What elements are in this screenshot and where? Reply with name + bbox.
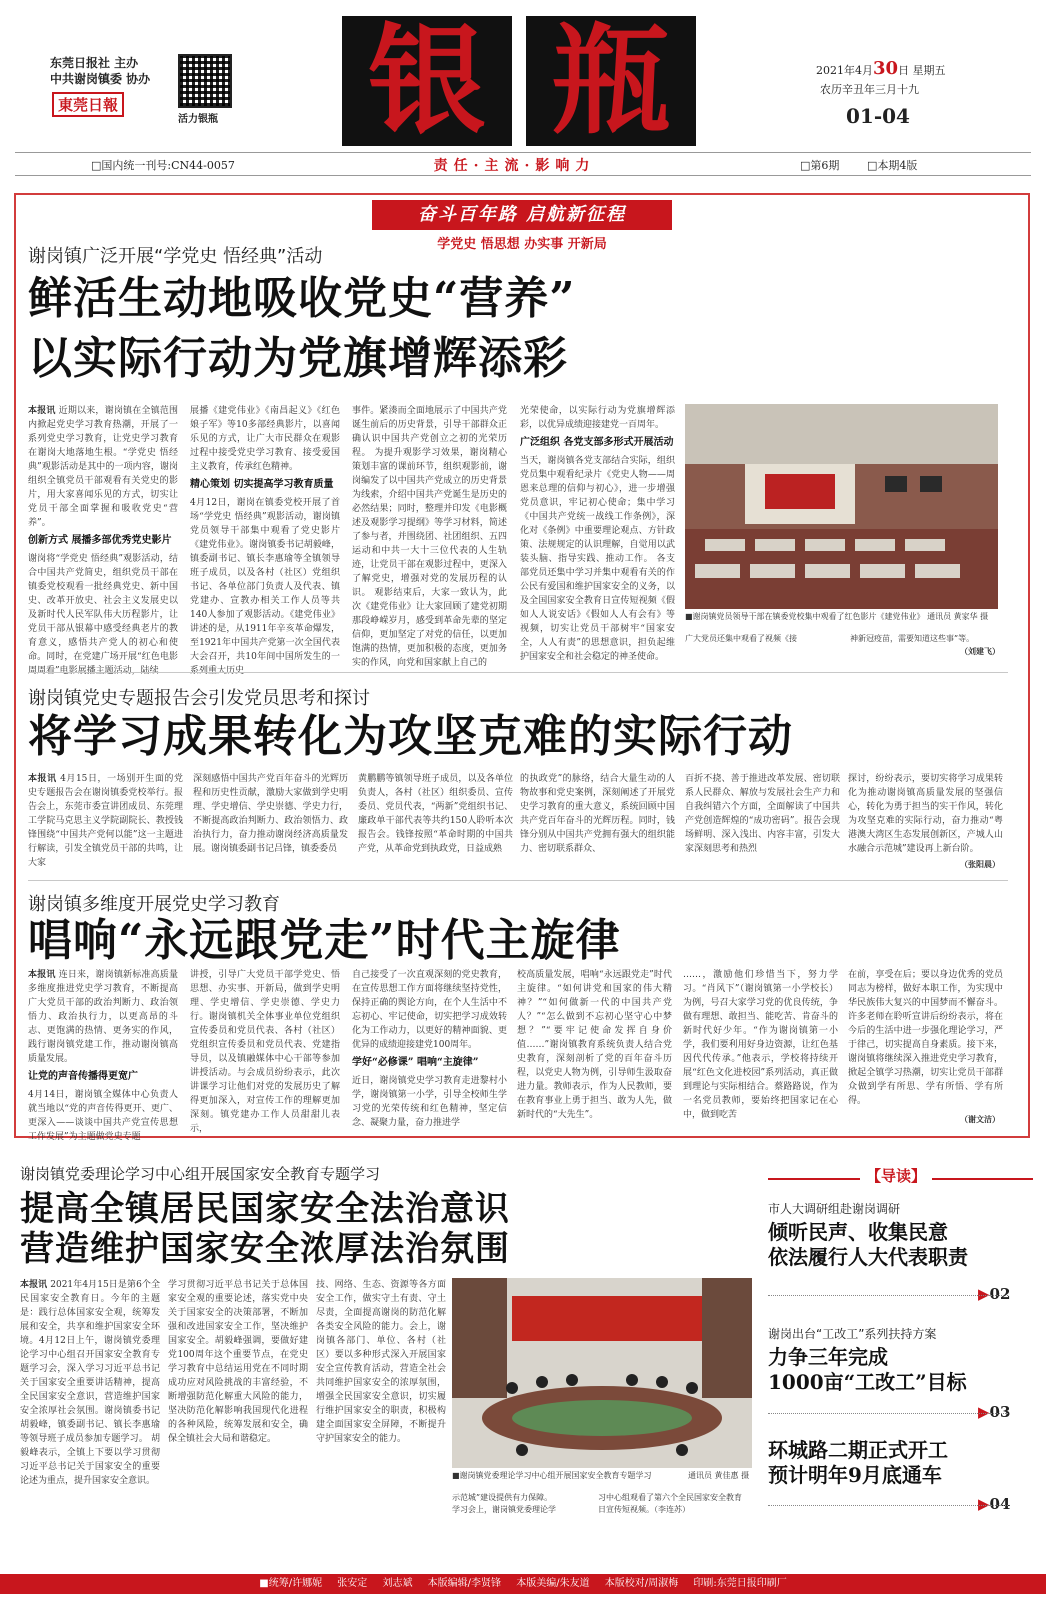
subheading: 精心策划 切实提高学习教育质量 (190, 479, 334, 490)
study-meeting-photo (452, 1278, 752, 1468)
paragraph: 自己接受了一次直观深刻的党史教育，在宣传思想工作方面将继续坚持党性，保持正确的舆论方向，在个人生活中不忘初心、牢记使命，切实把学习成效转化为工作动力，以更好的精神面貌、更优异的成绩迎接建党100周年。 (352, 970, 507, 1050)
paragraph: 观影结束后，大家一致认为，此次《建党伟业》让大家回顾了建党初期那段峥嵘岁月，感受到革命先辈的坚定信仰，更加坚定了对党的信任，以更加饱满的热情，更加积极的态度，更加务实的作风，向党和国家献上自己的 (352, 588, 507, 668)
paragraph: 光荣使命，以实际行动为党旗增辉添彩，以优异成绩迎接建党一百周年。 (520, 406, 675, 430)
paragraph: 2021年4月15日是第6个全民国家安全教育日。今年的主题是：践行总体国家安全观，统筹发展和安全，共享和维护国家安全环境。4月12日上午，谢岗镇党委理论学习中心组召开国家安全教育专题学习会，深入学习习近平总书记关于国家安全重要讲话精神，提高全民国家安全意识，营造维护国家安全浓厚社会氛围。谢岗镇委书记胡毅峰，镇委副书记、镇长李惠瑜等领导班子成员参加专题学习。 (20, 1280, 160, 1444)
article-2-headline: 将学习成果转化为攻坚克难的实际行动 (28, 711, 793, 762)
page-range: 01-04 (846, 104, 910, 128)
article-2-byline: （张阳晨） (960, 859, 1000, 869)
article-1-byline: （刘建飞） (960, 646, 1000, 656)
article-3-column-6: 在前，享受在后；要以身边优秀的党员同志为榜样，做好本职工作，为实现中华民族伟大复兴的中国梦而不懈奋斗。许多老师在聆听宣讲后纷纷表示，将在今后的生活中进一步强化理论学习，严于律己，切实提高自身素质。接下来，谢岗镇将继续深入推进党史学习教育，掀起全镇学习热潮，切实让党员干部群众做到学有所思、学有所悟、学有所得。 (848, 970, 1003, 1106)
pages-count: □本期4版 (867, 159, 918, 172)
paragraph: 谢岗将“学党史 悟经典”观影活动，结合中国共产党简史，组织党员干部在镇委党校观看一批经典党史、新中国史、改革开放史、社会主义发展史以及新时代人民军队伟大历程影片，让党员干部从银幕中感受经典老片的教育意义，感悟共产党人的初心和使命。同时，在党建广场开展“红色电影周周看”电影展播主题活动，陆续 (28, 554, 178, 676)
article-1-column-4 (520, 404, 675, 662)
article-4-kicker: 谢岗镇党委理论学习中心组开展国家安全教育专题学习 (20, 1165, 381, 1183)
subheading: 创新方式 展播多部优秀党史影片 (28, 535, 172, 546)
guide-item-3-line-2[interactable]: 预计明年9月底通车 (768, 1463, 942, 1487)
article-1-headline-2: 以实际行动为党旗增辉添彩 (28, 333, 568, 384)
guide-title: 【导读】 (860, 1165, 932, 1186)
guide-item-1-page[interactable] (978, 1285, 1010, 1303)
credits-footer (0, 1574, 1046, 1594)
article-4-photo-credit: 通讯员 黄佳惠 摄 (688, 1471, 750, 1480)
page-number: 02 (989, 1285, 1011, 1303)
article-2-column-3: 黄鹏鹏等镇领导班子成员，以及各单位负责人，各村（社区）组织委员、宣传委员、党员代表，“两新”党组织书记、廉政单干部代表等共约150人聆听本次报告会。钱锋按照“革命时期的中国共产党，从革命党到执政党，日益成熟 (358, 774, 513, 854)
guide-divider (768, 1413, 1008, 1414)
issn: □国内统一刊号:CN44-0057 (91, 159, 235, 172)
subheading: 广泛组织 各党支部多形式开展活动 (520, 437, 674, 448)
article-3-column-5: ……，激励他们珍惜当下，努力学习。“肖风下”（谢岗镇第一小学校长）为例，号召大家学习党的优良传统，争做有理想、敢担当、能吃苦、肯奋斗的新时代好少年。“作为谢岗镇第一小学，我们要利用好身边资源，让红色基因代代传承。”他表示，学校将持续开展“红色文化进校园”系列活动，真正做到理论与实际相结合。蔡路路说，作为一名党员教师，要始终把国家记在心中，做到吃苦 (683, 970, 838, 1120)
divider (28, 880, 1008, 881)
logo-char-yin: 银 (342, 16, 512, 146)
date-prefix: 2021年4月 (816, 64, 873, 77)
footer-editor-2: 张安定 (337, 1578, 368, 1589)
date-suffix: 日 星期五 (898, 64, 946, 77)
article-2-column-6: 探讨，纷纷表示，要切实将学习成果转化为推动谢岗镇高质量发展的坚强信心，转化为勇于担当的实干作风，转化为攻坚克难的实际行动，奋力推动“粤港澳大湾区生态发展创新区，产城人山水融合示范城”建设再上新台阶。 (848, 774, 1003, 854)
guide-item-2-page[interactable] (978, 1403, 1010, 1421)
footer-print: 印刷:东莞日报印刷厂 (693, 1578, 787, 1589)
article-2-kicker: 谢岗镇党史专题报告会引发党员思考和探讨 (28, 688, 370, 709)
guide-item-3-page[interactable] (978, 1495, 1010, 1513)
article-4-column-3: 技、网络、生态、资源等各方面安全工作，做实守土有责、守土尽责，全面提高谢岗的防范化解各类安全风险的能力。会上，谢岗镇各部门、单位、各村（社区）要以多种形式深入开展国家安全宣传教育活动，营造全社会共同维护国家安全的浓厚氛围，增强全民国家安全意识，切实履行维护国家安全的职责，积极构建全面国家安全屏障，不断提升守护国家安全的能力。 (316, 1280, 446, 1444)
article-4-tail-1: 示范城”建设提供有力保障。 (452, 1493, 553, 1502)
article-4-column-2: 学习贯彻习近平总书记关于总体国家安全观的重要论述，落实党中央关于国家安全的决策部署，不断加强和改进国家安全工作，坚决维护国家安全。胡毅峰强调，要做好建党100周年这个重要节点，在党史学习教育中总结运用党在不同时期成功应对风险挑战的丰富经验，不断增强防范化解重大风险的能力，坚决防范化解影响我国现代化进程的各种风险，统筹发展和安全，确保全镇社会大局和谐稳定。 (168, 1280, 308, 1444)
guide-divider (768, 1295, 1008, 1296)
article-3-column-2: 讲授，引导广大党员干部学党史、悟思想、办实事、开新局，做到学史明理、学史增信、学史崇德、学史力行。谢岗镇机关全体事业单位党组织宣传委员和党员代表、各村（社区）党组织宣传委员和党员代表、党建指导员，以及镇融媒体中心干部等参加讲授活动。与会成员纷纷表示，此次讲课学习让他们对党的发展历史了解得更加深入，对宣传工作的理解更加深刻。镇党建办工作人员甜甜儿表示， (190, 970, 340, 1134)
publisher-line-2: 中共谢岗镇委 协办 (50, 72, 151, 86)
lunar-date: 农历辛丑年三月十九 (820, 83, 919, 96)
paragraph: 当天，谢岗镇各党支部结合实际，组织党员集中观看纪录片《党史人物——周恩来总理的信仰与初心》，进一步增强党员意识，牢记初心使命；集中学习《中国共产党统一战线工作条例》，深化对《条例》中重要理论观点、方针政策、法规规定的认识理解，自觉用以武装头脑、指导实践、推动工作。 (520, 456, 675, 564)
article-1-tail-1: 广大党员还集中观看了视频《接 (685, 634, 797, 643)
article-2-column-2: 深刻感悟中国共产党百年奋斗的光辉历程和历史性贡献，激励大家做到学史明理、学史增信、学史崇德、学史力行，不断提高政治判断力、政治领悟力、政治执行力，奋力推动谢岗经济高质量发展。谢岗镇委副书记吕锋，镇委委员 (193, 774, 348, 854)
article-2-column-1 (28, 772, 183, 870)
paragraph: 近日，谢岗镇党史学习教育走进黎村小学，谢岗镇第一小学，引导全校师生学习党的光荣传统和红色精神，坚定信念、凝聚力量，奋力推进学 (352, 1076, 507, 1128)
paragraph: 近期以来，谢岗镇在全镇范围内掀起党史学习教育热潮，开展了一系列党史学习教育，让党史学习教育在谢岗大地落地生根。“学党史 悟经典”观影活动是其中的一项内容，谢岗组织全镇党员干部观看有关党史的影片，用大家喜闻乐见的方式，切实让党员干部全面掌握和吸收党史“营养”。 (28, 406, 178, 528)
article-3-byline: （谢文洁） (960, 1114, 1000, 1124)
arrow-icon: ▶ (978, 1495, 990, 1513)
article-4-photo-caption: ■谢岗镇党委理论学习中心组开展国家安全教育专题学习 (452, 1471, 652, 1480)
paragraph: 4月12日，谢岗在镇委党校开展了首场“学党史 悟经典”观影活动，谢岗镇党员领导干部集中观看了党史影片《建党伟业》。谢岗镇委书记胡毅峰，镇委副书记、镇长李惠瑜等全镇领导班子成员，以及各村（社区）党组织书记、各单位部门负责人及代表、镇党建办、宣教办相关工作人员等共140人参加了观影活动。《建党伟业》讲述的是，从1911年辛亥革命爆发，至1921年中国共产党第一次全国代表大会召开，共10年间中国所发生的一系列重大历史 (190, 498, 340, 676)
footer-editor-3: 刘志斌 (382, 1578, 413, 1589)
logo-char-ping: 瓶 (526, 16, 696, 146)
paragraph: 事件。紧湊而全面地展示了中国共产党诞生前后的历史背景，引导干部群众正确认识中国共产党创立之初的光荣历程。 (352, 406, 507, 458)
article-4-column-1 (20, 1278, 160, 1516)
footer-editor: ■统筹/许娜妮 (259, 1578, 323, 1589)
article-1-headline-1: 鲜活生动地吸收党史“营养” (28, 273, 576, 324)
campaign-banner: 奋斗百年路 启航新征程 (372, 200, 672, 230)
dongguan-daily-logo: 東莞日報 (52, 92, 124, 117)
article-4-headline-2: 营造维护国家安全浓厚法治氛围 (20, 1229, 510, 1269)
paragraph: 4月14日，谢岗镇全媒体中心负责人就当地以“党的声音传得更开、更广、更深入——谈谈中国共产党宣传思想工作发展”为主题做党史专题 (28, 1090, 178, 1142)
article-1-kicker: 谢岗镇广泛开展“学党史 悟经典”活动 (28, 246, 323, 267)
date-line (816, 58, 946, 79)
article-1-tail-2: 神新冠疫苗，需要知道这些事”等。 (850, 634, 975, 643)
subheading: 让党的声音传播得更宽广 (28, 1071, 138, 1082)
issue-no: □第6期 (800, 159, 840, 172)
divider (28, 672, 1008, 673)
slogan: 责任·主流·影响力 (433, 158, 596, 174)
paragraph: 展播《建党伟业》《南昌起义》《红色娘子军》等10多部经典影片，以喜闻乐见的方式，让广大市民群众在观影过程中接受党史学习教育、接受爱国主义教育，传承红色精神。 (190, 406, 340, 472)
meeting-hall-photo (685, 404, 998, 609)
paragraph: 连日来，谢岗镇新标准高质量多维度推进党史学习教育，不断提高广大党员干部的政治判断力、政治领悟力、政治执行力，以更高昂的斗志、更饱满的热情、更务实的作风，践行谢岗镇党建工作，推动谢岗镇高质量发展。 (28, 970, 178, 1064)
guide-item-2-kicker[interactable]: 谢岗出台“工改工”系列扶持方案 (768, 1327, 937, 1341)
page-number: 04 (989, 1495, 1011, 1513)
paragraph: 为提升观影学习效果，谢岗精心策划丰富的课前环节，组织观影前，谢岗编发了以中国共产党成立的历史背景为线索，介绍中国共产党诞生是历史的必然结果；同时，整理并印发《电影概述及观影学习提纲》等学习材料，简述了参与者，并围绕团、社团组织、五四运动和中共一大十三位代表的人生轨迹，让党员干部在观影过程中，更深入了解党史，增强对党的发展历程的认识。 (352, 448, 507, 598)
guide-item-2-line-2[interactable]: 1000亩“工改工”目标 (768, 1370, 967, 1394)
guide-item-1-line-2[interactable]: 依法履行人大代表职责 (768, 1245, 968, 1269)
article-1-column-2 (190, 404, 340, 676)
qr-code (178, 54, 232, 108)
article-4-photo (452, 1278, 752, 1468)
publisher-block (50, 55, 150, 87)
article-4-tail-2: 学习会上，谢岗镇党委理论学 (452, 1505, 556, 1514)
guide-item-2-line-1[interactable]: 力争三年完成 (768, 1345, 888, 1369)
lead-marker: 本报讯 (28, 774, 57, 784)
article-4-headline-1: 提高全镇居民国家安全法治意识 (20, 1189, 510, 1229)
subheading: 学好“必修课” 唱响“主旋律” (352, 1057, 479, 1068)
article-1-column-3 (352, 404, 507, 668)
arrow-icon: ▶ (978, 1403, 990, 1421)
lead-marker: 本报讯 (28, 406, 56, 416)
campaign-subtitle: 学党史 悟思想 办实事 开新局 (437, 237, 607, 252)
guide-item-1-kicker[interactable]: 市人大调研组赴谢岗调研 (768, 1202, 901, 1216)
article-1-photo-caption: ■谢岗镇党员领导干部在镇委党校集中观看了红色影片《建党伟业》 通讯员 黄家华 摄 (685, 612, 989, 621)
qr-caption: 活力银瓶 (178, 114, 218, 125)
article-3-column-3 (352, 968, 507, 1126)
publisher-line-1: 东莞日报社 主办 (50, 56, 139, 70)
footer-proof: 本版校对/周淑梅 (604, 1578, 679, 1589)
guide-item-1-line-1[interactable]: 倾听民声、收集民意 (768, 1220, 948, 1244)
article-1-column-1 (28, 404, 178, 676)
paragraph: 4月15日，一场别开生面的党史专题报告会在谢岗镇委党校举行。报告会上，东莞市委宣讲团成员、东莞理工学院马克思主义学院副院长、教授钱锋围绕“中国共产党何以能”这一主题进行解读，引发全镇党员干部的共鸣，让大家 (28, 774, 183, 868)
info-band (15, 152, 1031, 176)
article-1-photo (685, 404, 998, 609)
article-3-headline: 唱响“永远跟党走”时代主旋律 (28, 915, 621, 966)
article-2-column-5: 百折不挠、善于推进改革发展、密切联系人民群众、解放与发展社会生产力和自我纠错六个方面，全面解读了中国共产党创造辉煌的“成功密码”。报告会现场鲜明、深入浅出、内容丰富，引发大家深刻思考和热烈 (685, 774, 840, 854)
guide-item-3-line-1[interactable]: 环城路二期正式开工 (768, 1438, 948, 1462)
footer-art: 本版美编/朱友道 (516, 1578, 590, 1589)
article-2-column-4: 的执政党”的脉络，结合大量生动的人物故事和党史案例，深刻阐述了开展党史学习教育的重大意义，系统回顾中国共产党百年奋斗的光辉历程。同时，钱锋分别从中国共产党拥有强大的组织能力、密切联系群众、 (520, 774, 675, 854)
lead-marker: 本报讯 (28, 970, 56, 980)
paragraph: 胡毅峰表示，全镇上下要以学习贯彻习近平总书记关于国家安全的重要论述为重点，提升国家安全意识。 (20, 1434, 160, 1486)
article-4-tail-3: 习中心组观看了第六个全民国家安全教育日宣传短视频。（李连苏） (598, 1493, 742, 1514)
lead-marker: 本报讯 (20, 1280, 48, 1290)
guide-divider (768, 1505, 1008, 1506)
paragraph: 各支部党员还集中学习并集中观看有关的作公民有爱国和维护国家安全的义务，以及全国国家安全教育日宣传短视频《假如人人说安话》《假如人人有会有》等视频，切实让党员干部树牢“国家安全，人人有责”的思想意识，担负起维护国家安全和社会稳定的神圣使命。 (520, 554, 675, 662)
footer-edit: 本版编辑/李贤锋 (427, 1578, 502, 1589)
date-day: 30 (873, 58, 899, 79)
page-number: 03 (989, 1403, 1011, 1421)
arrow-icon: ▶ (978, 1285, 990, 1303)
article-3-kicker: 谢岗镇多维度开展党史学习教育 (28, 894, 280, 915)
article-3-column-4: 校高质量发展，唱响“永远跟党走”时代主旋律。“如何讲党和国家的伟大精神？”“如何做新一代的中国共产党人？”“怎么做到不忘初心坚守心中梦想？”“要牢记使命发挥自身价值……”谢岗镇教育系统负责人结合党史教育，深刻剖析了党的百年奋斗历程，以党史人物为例，引导师生汲取奋进力量。教师表示，作为人民教师，要在教育事业上勇于担当、敢为人先，做新时代的“大先生”。 (517, 970, 672, 1120)
article-3-column-1 (28, 968, 178, 1142)
